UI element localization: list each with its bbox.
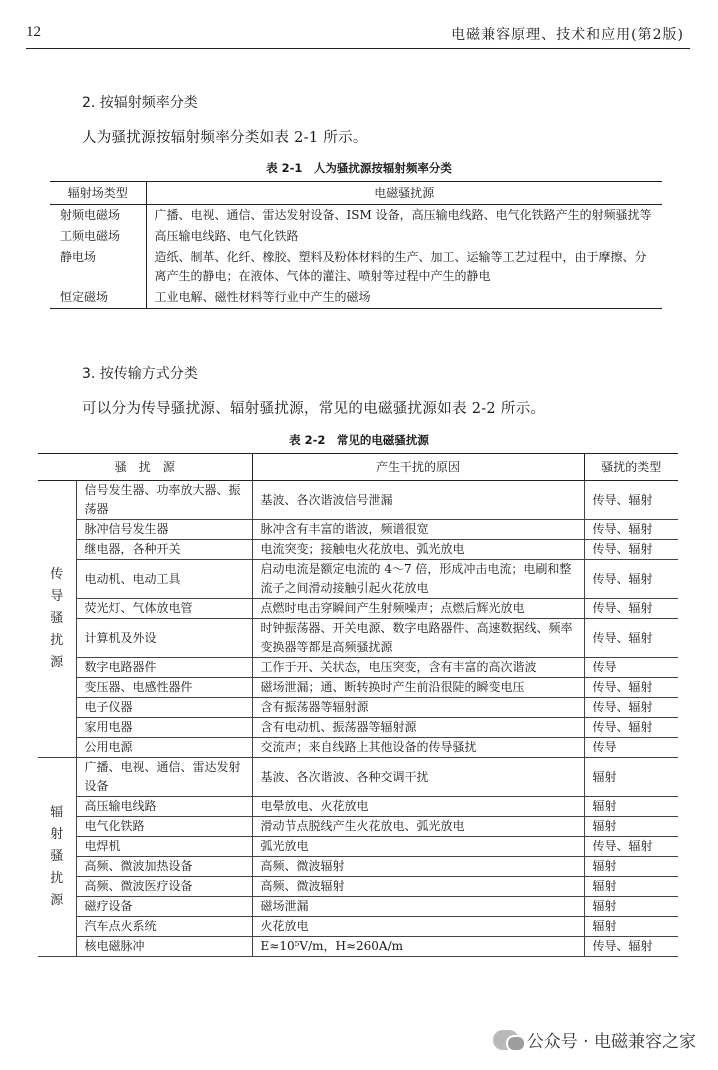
table-cell: 传导、辐射 <box>584 937 678 957</box>
table-cell: 高频、微波辐射 <box>252 877 584 897</box>
column-header: 产生干扰的原因 <box>252 454 584 481</box>
table-cell: 荧光灯、气体放电管 <box>76 599 252 619</box>
table-row <box>38 817 678 837</box>
table-row <box>50 287 662 309</box>
table-cell: 基波、各次谐波、各种交调干扰 <box>252 758 584 797</box>
group-label-radiated <box>38 758 76 957</box>
column-header: 骚扰的类型 <box>584 454 678 481</box>
table-cell: 弧光放电 <box>252 837 584 857</box>
table2-caption: 表 2-2 常见的电磁骚扰源 <box>289 433 429 447</box>
table-cell: 磁疗设备 <box>76 897 252 917</box>
group-label-text: 传导骚扰源 <box>50 567 64 670</box>
page-header <box>26 22 690 49</box>
table-cell: 传导、辐射 <box>584 678 678 698</box>
table-cell: 汽车点火系统 <box>76 917 252 937</box>
table-row <box>50 247 662 287</box>
table-cell: 工作于开、关状态，电压突变，含有丰富的高次谐波 <box>252 658 584 678</box>
table-row <box>38 520 678 540</box>
table1-caption: 表 2-1 人为骚扰源按辐射频率分类 <box>266 161 452 175</box>
table-row <box>38 619 678 658</box>
table-cell: 火花放电 <box>252 917 584 937</box>
table-cell: 信号发生器、功率放大器、振荡器 <box>76 481 252 520</box>
column-header: 骚 扰 源 <box>38 454 252 481</box>
table-cell: 工频电磁场 <box>50 226 146 247</box>
table-row <box>38 481 678 520</box>
table-row <box>38 758 678 797</box>
section-heading-2: 2. 按辐射频率分类 <box>82 95 198 111</box>
table-row <box>38 658 678 678</box>
table-row <box>38 678 678 698</box>
table-header-row <box>50 182 662 205</box>
table-cell: 辐射 <box>584 758 678 797</box>
table-cell: 滑动节点脱线产生火花放电、弧光放电 <box>252 817 584 837</box>
column-header: 电磁骚扰源 <box>146 182 662 205</box>
table-cell: 静电场 <box>50 247 146 287</box>
table-cell: 传导、辐射 <box>584 718 678 738</box>
table-row <box>38 937 678 957</box>
table-cell: 高压输电线路、电气化铁路 <box>154 229 299 243</box>
table-cell: 计算机及外设 <box>76 619 252 658</box>
table-cell: 家用电器 <box>76 718 252 738</box>
section-heading-3: 3. 按传输方式分类 <box>82 366 198 382</box>
table-cell: 继电器，各种开关 <box>76 540 252 560</box>
table-cell: 传导、辐射 <box>584 560 678 599</box>
book-title: 电磁兼容原理、技术和应用(第2版) <box>451 27 684 43</box>
table-row <box>38 560 678 599</box>
table-row <box>38 738 678 758</box>
table-cell: 辐射 <box>584 897 678 917</box>
table-cell: 辐射 <box>584 817 678 837</box>
table-cell: 电动机、电动工具 <box>76 560 252 599</box>
table-cell: 传导 <box>584 738 678 758</box>
table-cell: 传导、辐射 <box>584 481 678 520</box>
table-cell: 辐射 <box>584 857 678 877</box>
table-cell: 传导 <box>584 658 678 678</box>
table-cell: 广播、电视、通信、雷达发射设备 <box>76 758 252 797</box>
table-cell: 传导、辐射 <box>584 599 678 619</box>
table-cell: 脉冲含有丰富的谐波，频谱很宽 <box>252 520 584 540</box>
table-cell: 磁场泄漏 <box>252 897 584 917</box>
table-header-row <box>38 454 678 481</box>
table-cell: 含有电动机、振荡器等辐射源 <box>252 718 584 738</box>
table-cell: 高频、微波加热设备 <box>76 857 252 877</box>
table-row <box>38 540 678 560</box>
table-cell: 电晕放电、火花放电 <box>252 797 584 817</box>
table-cell: 传导、辐射 <box>584 520 678 540</box>
table-row <box>38 599 678 619</box>
table-cell: 时钟振荡器、开关电源、数字电路器件、高速数据线、频率变换器等都是高频骚扰源 <box>252 619 584 658</box>
table-cell: 广播、电视、通信、雷达发射设备、ISM 设备，高压输电线路、电气化铁路产生的射频骚扰等 <box>154 208 652 222</box>
table-cell: 传导、辐射 <box>584 698 678 718</box>
table-row <box>38 877 678 897</box>
table-row <box>50 205 662 227</box>
table-row <box>38 797 678 817</box>
table-cell: 传导、辐射 <box>584 540 678 560</box>
table-cell: 辐射 <box>584 797 678 817</box>
column-header: 辐射场类型 <box>50 182 146 205</box>
table-cell: 启动电流是额定电流的 4～7 倍，形成冲击电流；电刷和整流子之间滑动接触引起火花放电 <box>252 560 584 599</box>
table-cell: 磁场泄漏；通、断转换时产生前沿很陡的瞬变电压 <box>252 678 584 698</box>
table-cell: 造纸、制革、化纤、橡胶、塑料及粉体材料的生产、加工、运输等工艺过程中，由于摩擦、分离产生的静电；在液体、气体的灌注、喷射等过程中产生的静电 <box>154 250 647 283</box>
table-row <box>38 718 678 738</box>
table-cell: 电焊机 <box>76 837 252 857</box>
table-cell: 变压器、电感性器件 <box>76 678 252 698</box>
section-paragraph-2: 人为骚扰源按辐射频率分类如表 2-1 所示。 <box>82 130 368 146</box>
table-cell: 核电磁脉冲 <box>76 937 252 957</box>
page-number: 12 <box>26 24 41 40</box>
table-row <box>38 857 678 877</box>
table-row <box>38 897 678 917</box>
table-row <box>38 917 678 937</box>
group-label-text: 辐射骚扰源 <box>50 805 64 908</box>
table-cell: 恒定磁场 <box>50 287 146 309</box>
wechat-icon <box>493 1030 519 1050</box>
table-cell: 高压输电线路 <box>76 797 252 817</box>
table-cell: 电气化铁路 <box>76 817 252 837</box>
table-row <box>38 698 678 718</box>
table-cell: 电流突变；接触电火花放电、弧光放电 <box>252 540 584 560</box>
table-cell: 传导、辐射 <box>584 837 678 857</box>
table-cell: 高频、微波医疗设备 <box>76 877 252 897</box>
table-cell: 电子仪器 <box>76 698 252 718</box>
table-cell: 辐射 <box>584 917 678 937</box>
table-row <box>38 837 678 857</box>
table-cell: 含有振荡器等辐射源 <box>252 698 584 718</box>
group-label-conducted <box>38 481 76 758</box>
table-cell: 射频电磁场 <box>50 205 146 227</box>
table-2-1 <box>50 181 662 309</box>
table-cell: 数字电路器件 <box>76 658 252 678</box>
watermark-text: 公众号 · 电磁兼容之家 <box>526 1032 696 1052</box>
table-cell: 点燃时电击穿瞬间产生射频噪声；点燃后辉光放电 <box>252 599 584 619</box>
table-cell: 公用电源 <box>76 738 252 758</box>
table-cell: 交流声；来自线路上其他设备的传导骚扰 <box>252 738 584 758</box>
table-cell: 基波、各次谐波信号泄漏 <box>252 481 584 520</box>
table-row <box>50 226 662 247</box>
table-cell: 传导、辐射 <box>584 619 678 658</box>
table-cell: 脉冲信号发生器 <box>76 520 252 540</box>
watermark <box>493 1027 696 1052</box>
table-cell: E≈10⁵V/m，H≈260A/m <box>252 937 584 957</box>
table-cell: 高频、微波辐射 <box>252 857 584 877</box>
table-cell: 辐射 <box>584 877 678 897</box>
table-cell: 工业电解、磁性材料等行业中产生的磁场 <box>154 290 371 304</box>
section-paragraph-3: 可以分为传导骚扰源、辐射骚扰源，常见的电磁骚扰源如表 2-2 所示。 <box>82 401 546 417</box>
table-2-2 <box>38 453 678 957</box>
